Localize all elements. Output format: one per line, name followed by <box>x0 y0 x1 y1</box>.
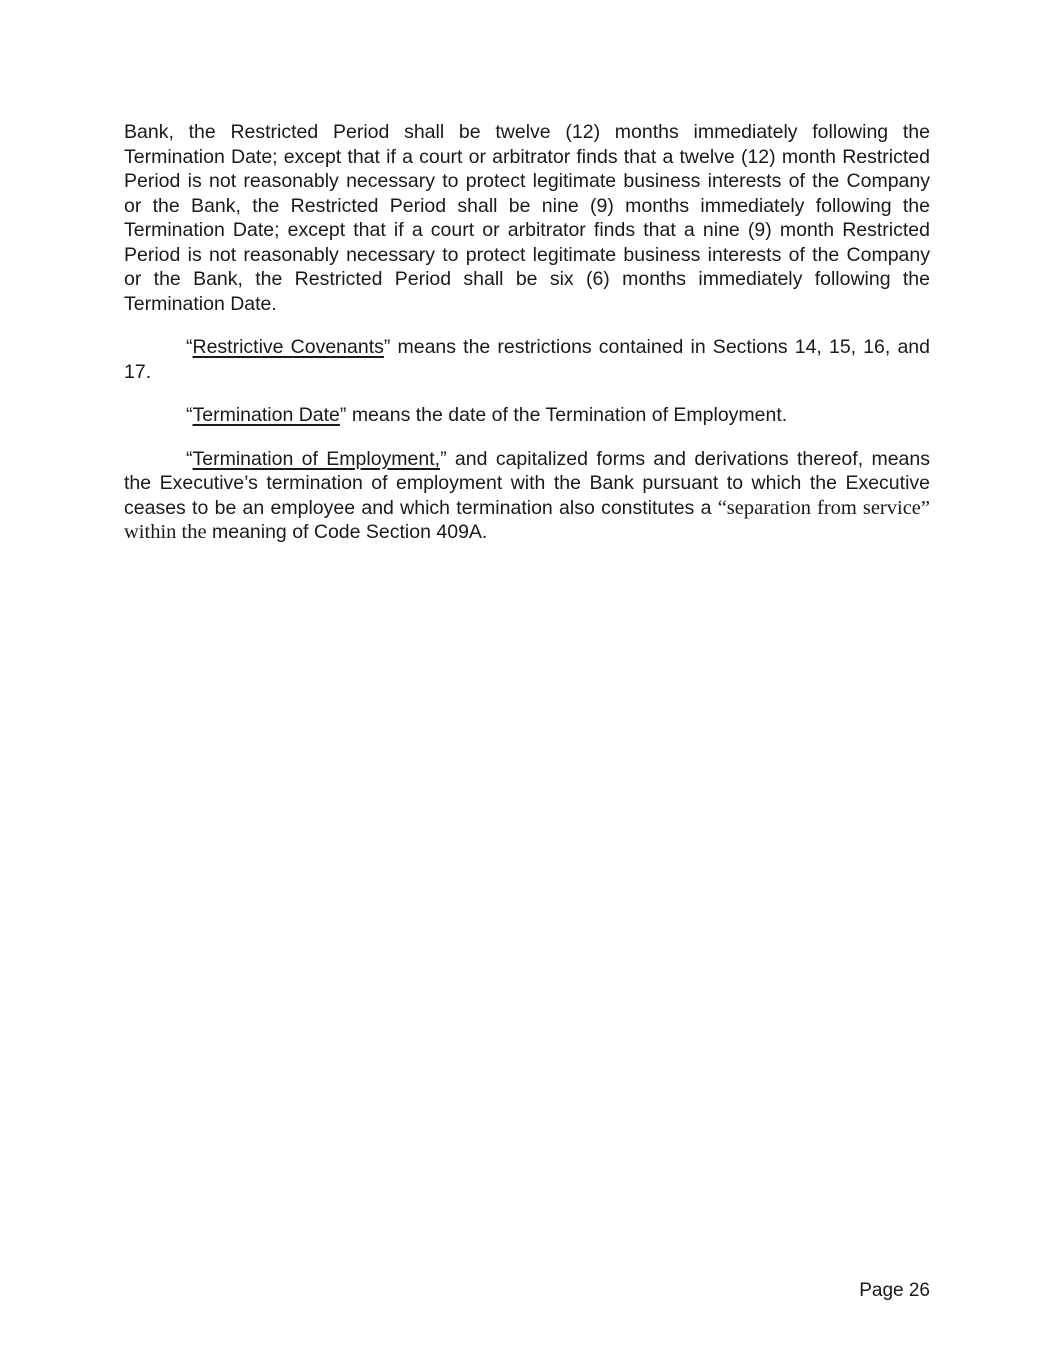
open-quote: “ <box>186 447 193 470</box>
paragraph-restrictive-covenants-definition <box>124 335 930 384</box>
defined-term-termination-date: Termination Date <box>192 404 340 426</box>
paragraph-text: Bank, the Restricted Period shall be twelve (12) months immediately following the Termination Date; except that if a court or arbitrator finds that a twelve (12) month Restricted Period is not reasonably necessary to protect legitimate business interests of the Company or the Bank, the Restricted Period shall be nine (9) months immediately following the Termination Date; except that if a court or arbitrator finds that a nine (9) month Restricted Period is not reasonably necessary to protect legitimate business interests of the Company or the Bank, the Restricted Period shall be six (6) months immediately following the Termination Date. <box>124 121 930 315</box>
paragraph-termination-of-employment-definition <box>124 447 930 545</box>
defined-term-restrictive-covenants: Restrictive Covenants <box>192 336 384 358</box>
paragraph-restricted-period <box>124 120 930 316</box>
separation-from-service-phrase: “separation from service” within the <box>124 496 930 543</box>
paragraph-termination-date-definition <box>124 403 930 428</box>
page-body-text <box>124 120 930 564</box>
paragraph-text: ” and capitalized forms and derivations thereof, means the Executive’s termination of employment with the Bank pursuant to which the Executive ceases to be an employee and which termination also constitutes a <box>124 447 930 519</box>
open-quote: “ <box>186 404 193 426</box>
paragraph-text: meaning of Code Section 409A. <box>206 521 488 543</box>
open-quote: “ <box>186 336 193 358</box>
page-number: Page 26 <box>859 1280 930 1301</box>
paragraph-text: ” means the date of the Termination of Employment. <box>339 404 788 426</box>
paragraph-text: ” means the restrictions contained in Sections 14, 15, 16, and 17. <box>124 336 930 383</box>
defined-term-termination-of-employment: Termination of Employment, <box>192 447 441 470</box>
